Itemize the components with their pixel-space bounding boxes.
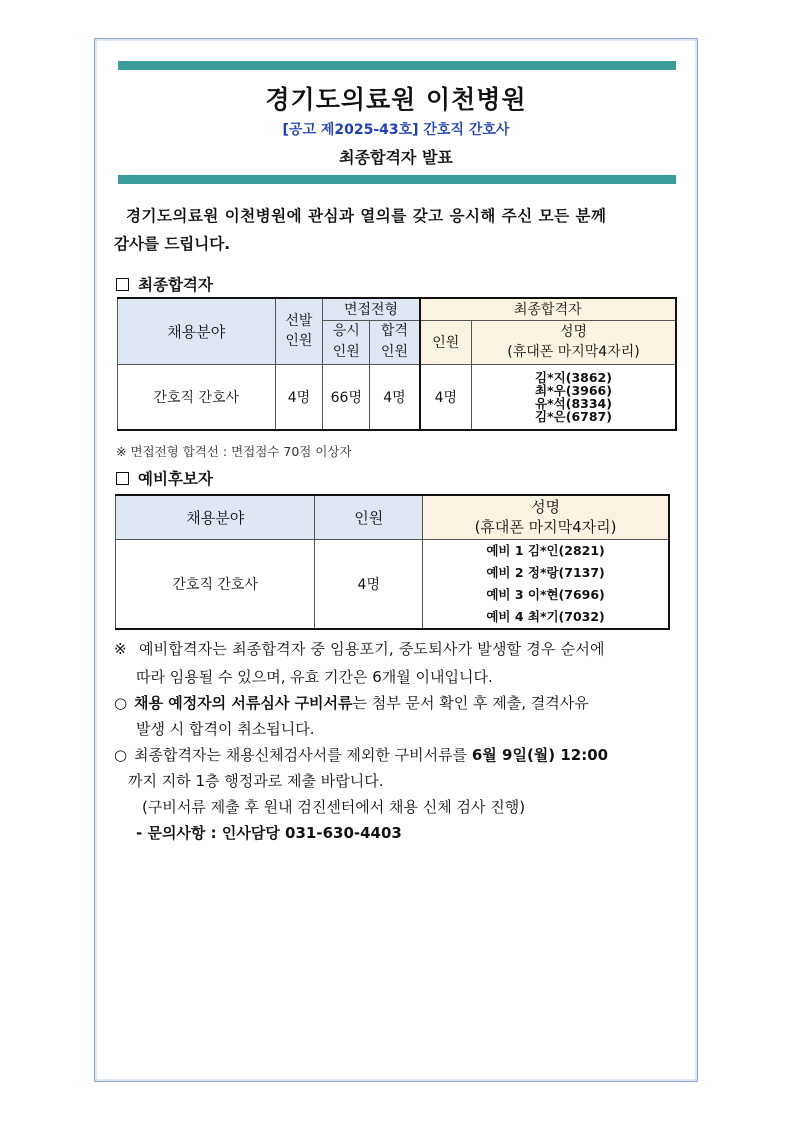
circle-bullet-icon: ○ — [114, 746, 128, 764]
section-final-title: 최종합격자 — [138, 276, 213, 294]
section-final — [116, 273, 213, 295]
header-interview: 면접전형 — [323, 298, 420, 320]
interview-cutoff-note: ※ 면접전형 합격선 : 면접점수 70점 이상자 — [116, 444, 352, 459]
reserve-header-field: 채용분야 — [116, 495, 315, 539]
header-final-count: 인원 — [420, 320, 472, 364]
docs-line-2: 발생 시 합격이 취소됩니다. — [136, 720, 315, 738]
final-row-field: 간호직 간호사 — [118, 364, 276, 430]
docs-line-1: ○ 채용 예정자의 서류심사 구비서류는 첨부 문서 확인 후 제출, 결격사유 — [114, 689, 682, 717]
final-row-select-count: 4명 — [275, 364, 323, 430]
header-name: 성명 (휴대폰 마지막4자리) — [472, 320, 677, 364]
header-field: 채용분야 — [118, 298, 276, 364]
final-table — [117, 297, 677, 431]
reserve-header-count: 인원 — [315, 495, 423, 539]
final-row-names — [472, 364, 677, 430]
section-reserve — [116, 467, 213, 489]
reserve-note-line-2: 따라 임용될 수 있으며, 유효 기간은 6개월 이내입니다. — [136, 668, 493, 686]
final-row-count: 4명 — [420, 364, 472, 430]
list-item: 김*은(6787) — [535, 408, 612, 424]
header-bar-top — [118, 61, 676, 70]
page-subtitle: 최종합격자 발표 — [339, 148, 453, 167]
submit-line-1: ○ 최종합격자는 채용신체검사서를 제외한 구비서류를 6월 9일(월) 12:00 — [114, 741, 682, 769]
final-row-passed: 4명 — [370, 364, 420, 430]
reserve-header-name: 성명 (휴대폰 마지막4자리) — [423, 495, 669, 539]
reserve-row-field: 간호직 간호사 — [116, 539, 315, 629]
reserve-table — [115, 494, 670, 630]
list-item: 김*지(3862) — [535, 369, 612, 385]
intro-line-2: 감사를 드립니다. — [114, 235, 231, 253]
submit-line-2: 까지 지하 1층 행정과로 제출 바랍니다. — [128, 772, 384, 790]
reserve-note-line-1: ※ 예비합격자는 최종합격자 중 임용포기, 중도퇴사가 발생할 경우 순서에 — [114, 635, 682, 663]
list-item: 최*우(3966) — [535, 382, 612, 398]
checkbox-square-icon — [116, 278, 129, 291]
header-select-count: 선발 인원 — [275, 298, 323, 364]
header-final-group: 최종합격자 — [420, 298, 676, 320]
notice-number: [공고 제2025-43호] 간호직 간호사 — [282, 122, 510, 138]
list-item: 예비 4 최*기(7032) — [486, 608, 605, 624]
final-row-applied: 66명 — [323, 364, 370, 430]
checkbox-square-icon — [116, 472, 129, 485]
intro-line-1: 경기도의료원 이천병원에 관심과 열의를 갖고 응시해 주신 모든 분께 — [126, 207, 607, 225]
note-mark: ※ — [114, 640, 127, 658]
header-applied: 응시 인원 — [323, 320, 370, 364]
header-bar-bottom — [118, 175, 676, 184]
page-title: 경기도의료원 이천병원 — [265, 85, 527, 114]
contact-info: - 문의사항 : 인사담당 031-630-4403 — [136, 824, 402, 842]
reserve-row-names — [423, 539, 669, 629]
list-item: 예비 2 정*랑(7137) — [486, 564, 605, 580]
list-item: 예비 3 이*현(7696) — [486, 586, 605, 602]
list-item: 유*석(8334) — [535, 395, 612, 411]
reserve-row-count: 4명 — [315, 539, 423, 629]
list-item: 예비 1 김*인(2821) — [486, 542, 605, 558]
submit-line-3: (구비서류 제출 후 원내 검진센터에서 채용 신체 검사 진행) — [142, 798, 526, 816]
header-passed: 합격 인원 — [370, 320, 420, 364]
section-reserve-title: 예비후보자 — [138, 470, 213, 488]
circle-bullet-icon: ○ — [114, 694, 128, 712]
